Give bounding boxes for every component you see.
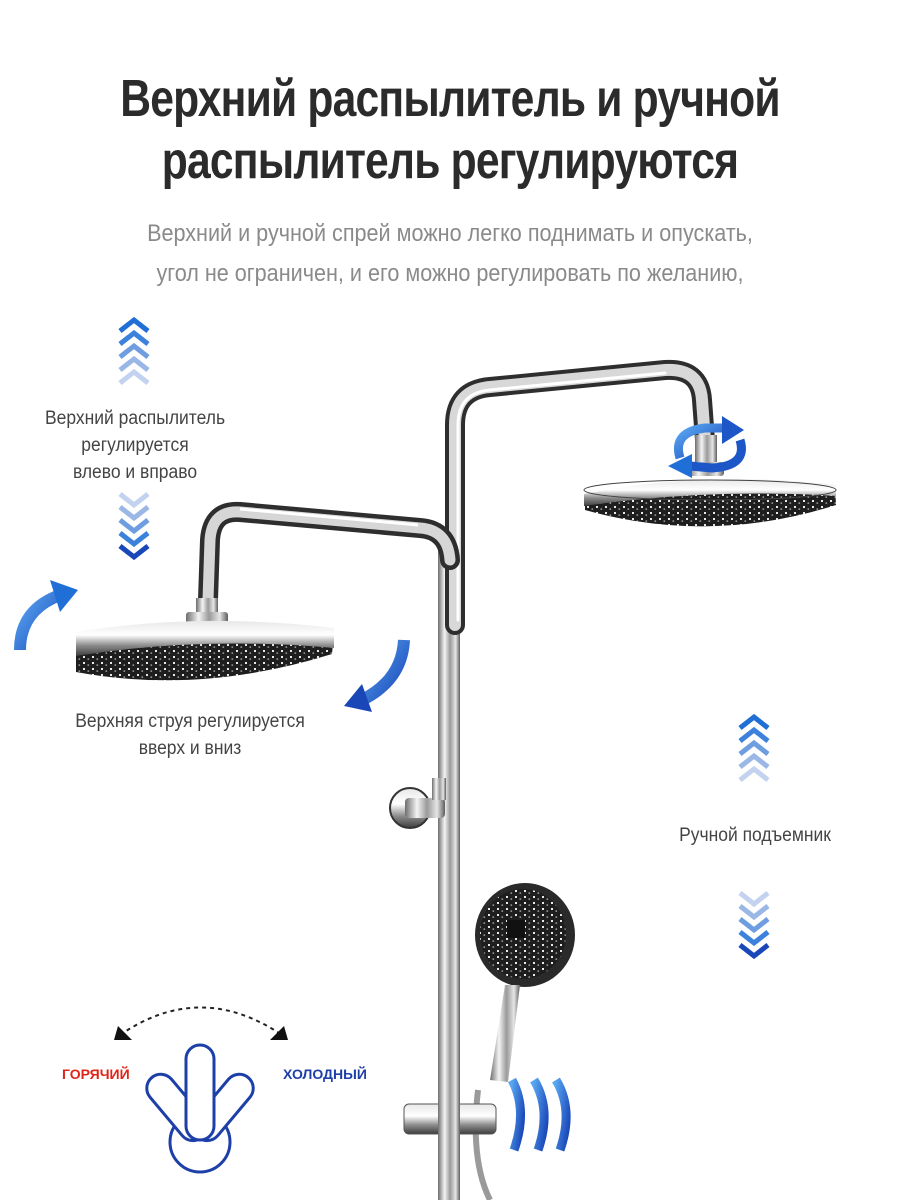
hand-lift-callout: Ручной подъемник: [679, 825, 831, 846]
subtitle-line-2: угол не ограничен, и его можно регулировать по желанию,: [156, 260, 744, 287]
callout-line: Верхний распылитель: [44, 408, 226, 429]
callout-line: Верхняя струя регулируется: [75, 711, 305, 732]
chevron-up-icon: [740, 717, 768, 780]
swing-arc-icon: [512, 1080, 566, 1150]
subtitle-line-1: Верхний и ручной спрей можно легко поднимать и опускать,: [147, 220, 753, 247]
top-spray-callout: [29, 405, 241, 486]
curved-arrow-icon: [362, 640, 404, 700]
right-shower-head: [584, 435, 836, 526]
curved-arrow-icon: [20, 595, 60, 650]
top-jet-callout: [52, 708, 328, 762]
left-shower-head: [76, 598, 334, 680]
callout-line: регулируется: [81, 435, 189, 456]
chevron-down-icon: [120, 494, 148, 557]
hot-label: ГОРЯЧИЙ: [62, 1066, 130, 1082]
title-line-1: Верхний распылитель и ручной: [120, 70, 780, 128]
valve-diagram: [114, 1008, 288, 1173]
callout-line: вверх и вниз: [138, 738, 242, 759]
callout-line: влево и вправо: [72, 462, 198, 483]
wall-bracket: [390, 778, 446, 828]
chevron-up-icon: [120, 320, 148, 383]
hand-shower: [475, 883, 575, 1200]
title-line-2: распылитель регулируются: [161, 132, 739, 190]
slide-holder: [404, 1098, 496, 1140]
chevron-down-icon: [740, 893, 768, 956]
cold-label: ХОЛОДНЫЙ: [283, 1066, 367, 1082]
